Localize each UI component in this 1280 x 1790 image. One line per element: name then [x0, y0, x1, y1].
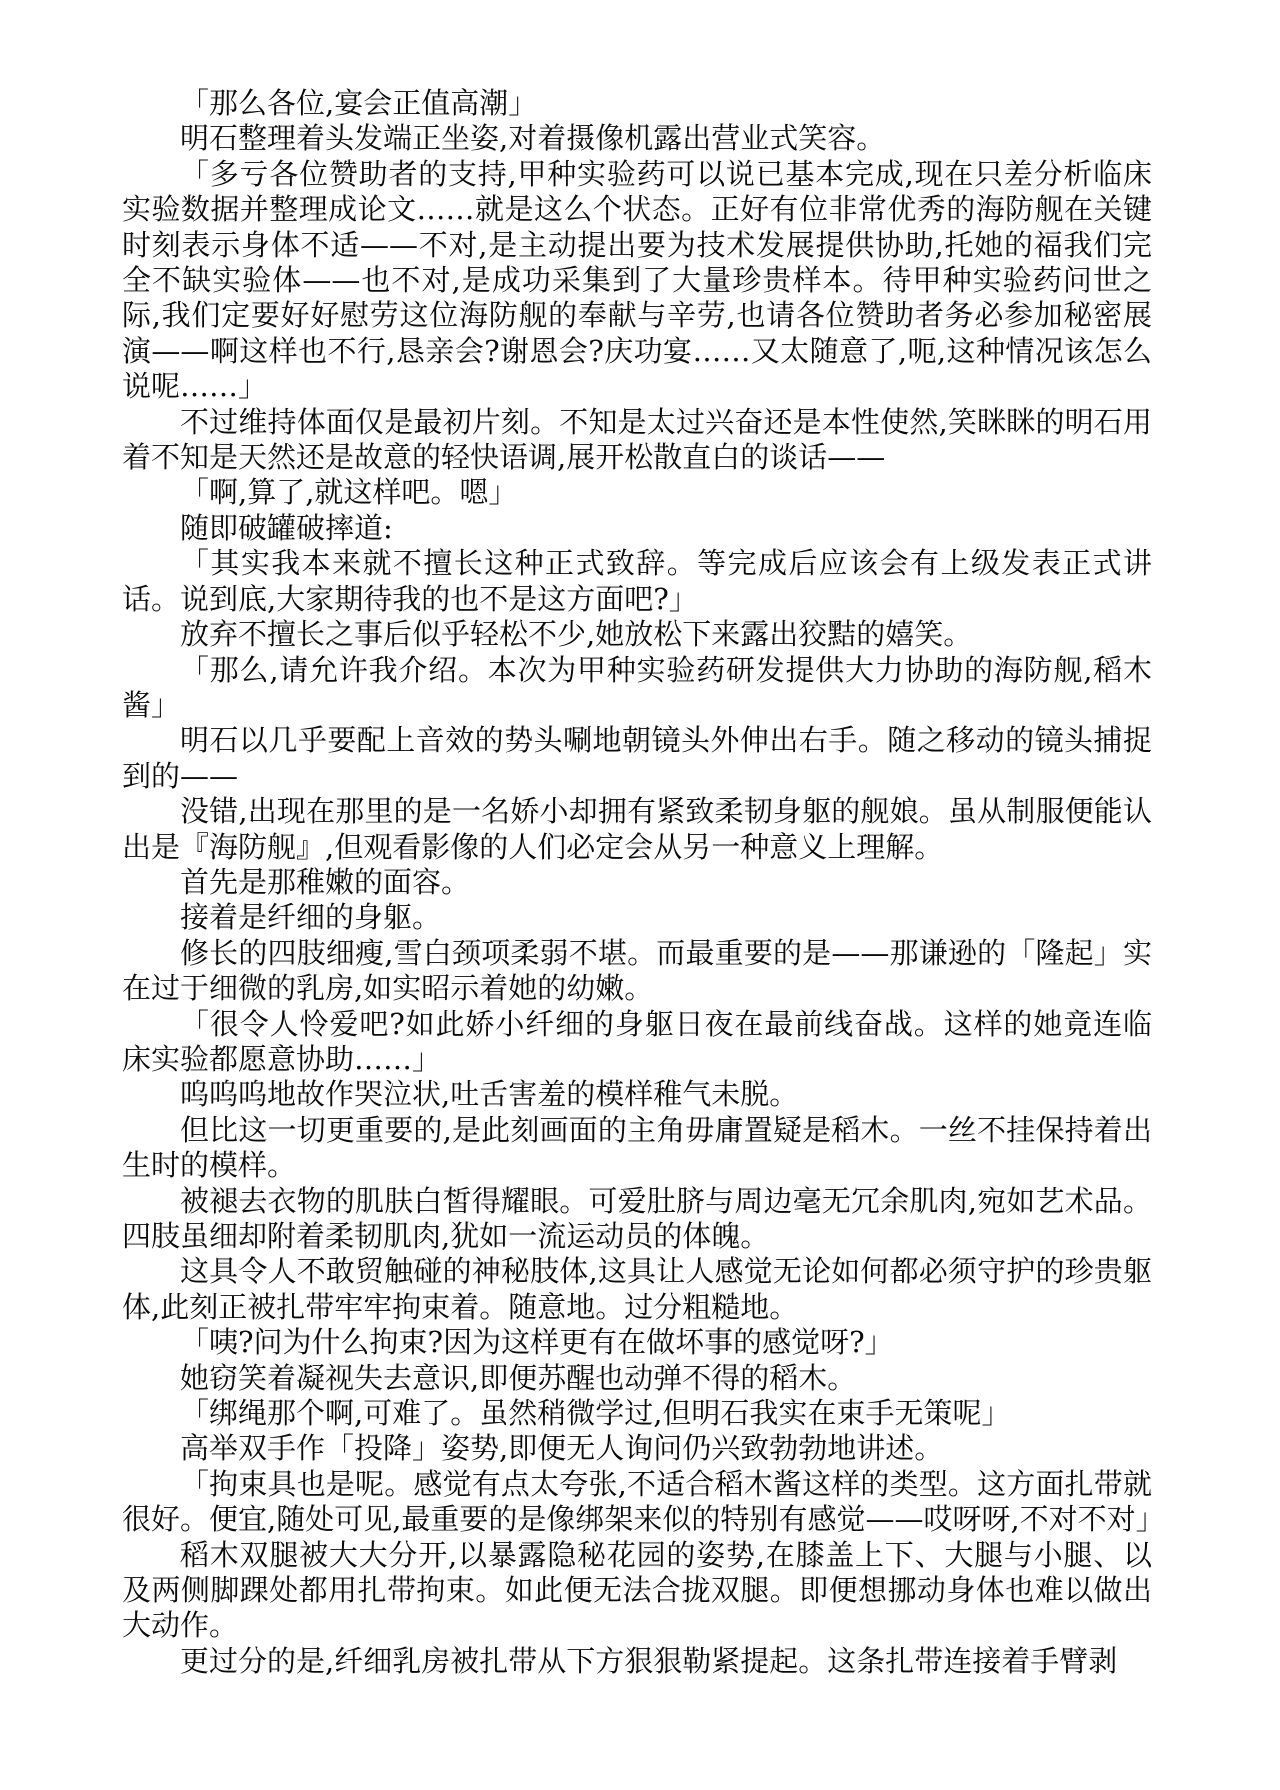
paragraph: 「多亏各位赞助者的支持,甲种实验药可以说已基本完成,现在只差分析临床实验数据并整理成论文……就是这么个状态。正好有位非常优秀的海防舰在关键时刻表示身体不适——不对,是主动提出要为技术发展提供协助,托她的福我们完全不缺实验体——也不对,是成功采集到了大量珍贵样本。待甲种实验药问世之际,我们定要好好慰劳这位海防舰的奉献与辛劳,也请各位赞助者务必参加秘密展演——啊这样也不行,恳亲会?谢恩会?庆功宴……又太随意了,呃,这种情况该怎么说呢……」 [122, 156, 1152, 404]
paragraph: 修长的四肢细瘦,雪白颈项柔弱不堪。而最重要的是——那谦逊的「隆起」实在过于细微的乳房,如实昭示着她的幼嫩。 [122, 935, 1152, 1006]
paragraph: 随即破罐破摔道: [180, 510, 393, 545]
paragraph: 不过维持体面仅是最初片刻。不知是太过兴奋还是本性使然,笑眯眯的明石用着不知是天然还是故意的轻快语调,展开松散直白的谈话—— [122, 404, 1152, 475]
paragraph: 「绑绳那个啊,可难了。虽然稍微学过,但明石我实在束手无策呢」 [180, 1396, 1011, 1431]
body-text [122, 86, 1165, 1679]
paragraph: 这具令人不敢贸触碰的神秘肢体,这具让人感觉无论如何都必须守护的珍贵躯体,此刻正被扎带牢牢拘束着。随意地。过分粗糙地。 [122, 1254, 1152, 1324]
paragraph: 「那么各位,宴会正值高潮」 [180, 86, 538, 120]
paragraph: 接着是纤细的身躯。 [180, 900, 442, 935]
paragraph: 「那么,请允许我介绍。本次为甲种实验药研发提供大力协助的海防舰,稻木酱」 [122, 652, 1152, 722]
paragraph: 「拘束具也是呢。感觉有点太夸张,不适合稻木酱这样的类型。这方面扎带就很好。便宜,随处可见,最重要的是像绑架来似的特别有感觉——哎呀呀,不对不对」 [122, 1466, 1165, 1537]
paragraph: 明石整理着头发端正坐姿,对着摄像机露出营业式笑容。 [180, 121, 886, 156]
paragraph: 明石以几乎要配上音效的势头唰地朝镜头外伸出右手。随之移动的镜头捕捉到的—— [122, 723, 1152, 793]
paragraph: 「咦?问为什么拘束?因为这样更有在做坏事的感觉呀?」 [180, 1325, 894, 1360]
paragraph: 首先是那稚嫩的面容。 [180, 864, 471, 899]
paragraph: 被褪去衣物的肌肤白皙得耀眼。可爱肚脐与周边毫无冗余肌肉,宛如艺术品。四肢虽细却附着柔韧肌肉,犹如一流运动员的体魄。 [122, 1183, 1152, 1253]
paragraph: 稻木双腿被大大分开,以暴露隐秘花园的姿势,在膝盖上下、大腿与小腿、以及两侧脚踝处都用扎带拘束。如此便无法合拢双腿。即便想挪动身体也难以做出大动作。 [122, 1537, 1152, 1643]
paragraph: 但比这一切更重要的,是此刻画面的主角毋庸置疑是稻木。一丝不挂保持着出生时的模样。 [122, 1112, 1152, 1183]
paragraph: 放弃不擅长之事后似乎轻松不少,她放松下来露出狡黠的嬉笑。 [180, 617, 973, 652]
paragraph: 呜呜呜地故作哭泣状,吐舌害羞的模样稚气未脱。 [180, 1077, 799, 1112]
paragraph: 「很令人怜爱吧?如此娇小纤细的身躯日夜在最前线奋战。这样的她竟连临床实验都愿意协助……」 [122, 1006, 1152, 1076]
paragraph: 她窃笑着凝视失去意识,即便苏醒也动弹不得的稻木。 [180, 1360, 857, 1395]
paragraph: 高举双手作「投降」姿势,即便无人询问仍兴致勃勃地讲述。 [180, 1431, 944, 1466]
paragraph: 没错,出现在那里的是一名娇小却拥有紧致柔韧身躯的舰娘。虽从制服便能认出是『海防舰』,但观看影像的人们必定会从另一种意义上理解。 [122, 794, 1152, 864]
paragraph: 「啊,算了,就这样吧。嗯」 [180, 475, 518, 510]
paragraph: 更过分的是,纤细乳房被扎带从下方狠狠勒紧提起。这条扎带连接着手臂剥 [180, 1643, 1118, 1678]
paragraph: 「其实我本来就不擅长这种正式致辞。等完成后应该会有上级发表正式讲话。说到底,大家期待我的也不是这方面吧?」 [122, 546, 1152, 616]
